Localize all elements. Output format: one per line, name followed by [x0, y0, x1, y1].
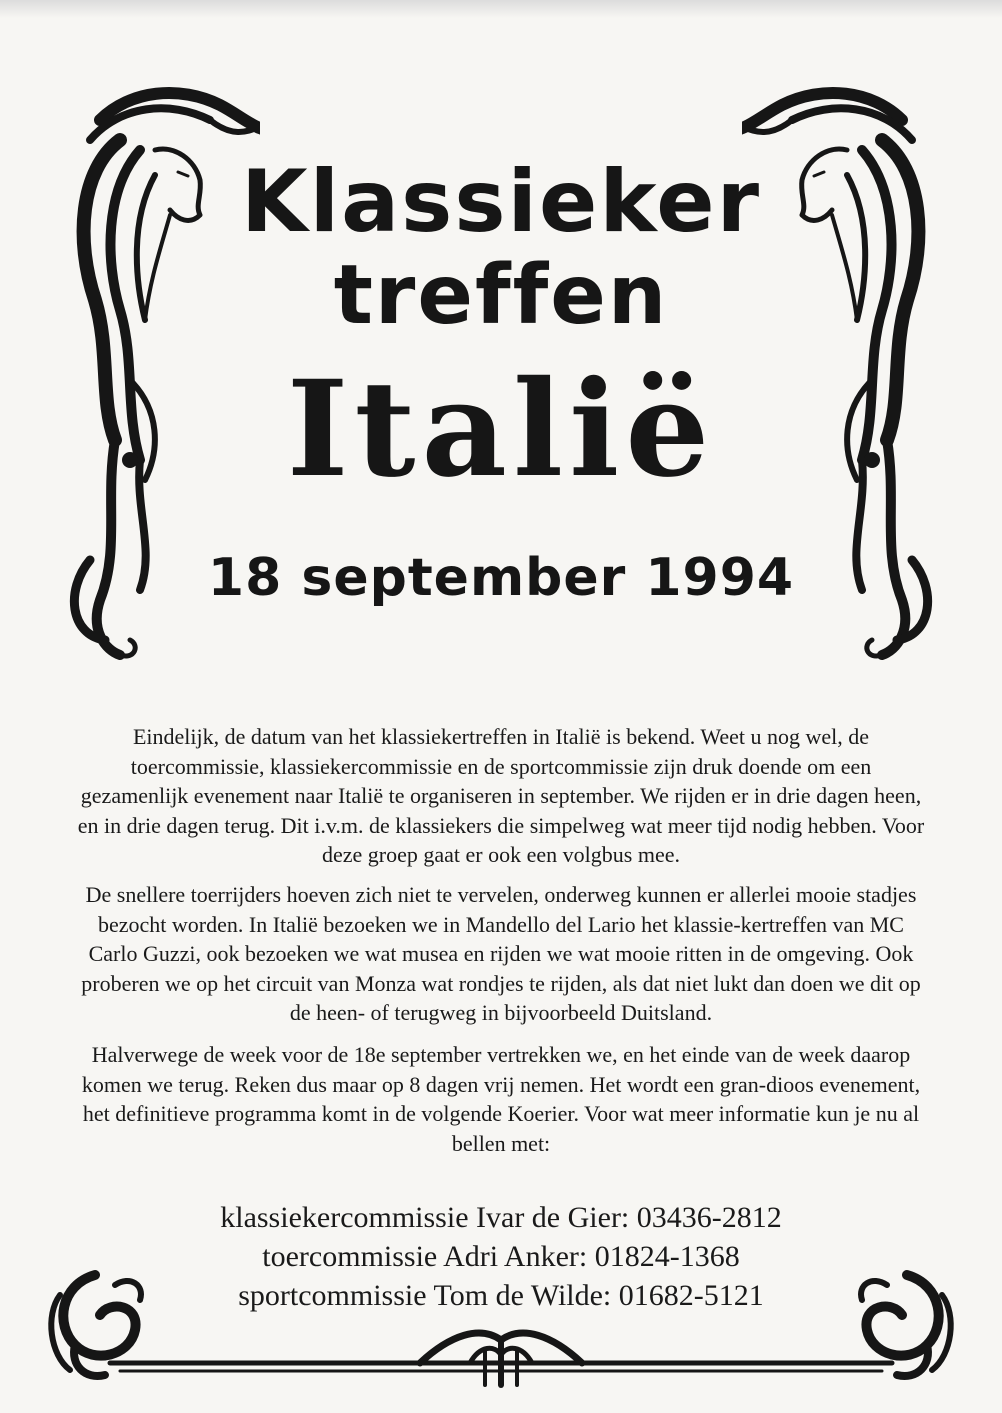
art-nouveau-border-icon — [40, 1245, 962, 1395]
title-line-1: Klassieker — [241, 152, 761, 252]
paragraph-3: Halverwege de week voor de 18e september vertrekken we, en het einde van de week daarop komen we terug. Reken dus maar op 8 dagen vrij nemen. Het wordt een gran-dioos evenement, het definitieve programma komt in de volgende Koerier. Voor wat meer informatie kun je nu al bellen met: — [81, 1042, 921, 1156]
paragraph-1: Eindelijk, de datum van het klassiekertreffen in Italië is bekend. Weet u nog wel, de toercommissie, klassiekercommissie en de sportcommissie zijn druk doende om een gezamenlijk evenement naar Italië te organiseren in september. We rijden er in drie dagen heen, en in drie dagen terug. Dit i.v.m. de klassiekers die simpelweg wat meer tijd nodig hebben. Voor deze groep gaat er ook een volgbus mee. — [77, 724, 925, 867]
contact-item: toercommissie Adri Anker: 01824-1368 — [262, 1240, 740, 1273]
paragraph-2: De snellere toerrijders hoeven zich niet te vervelen, onderweg kunnen er allerlei mooie stadjes bezocht worden. In Italië bezoeken we in Mandello del Lario het klassie-kertreffen van MC Carlo Guzzi, ook bezoeken we wat musea en rijden we wat mooie ritten in de omgeving. Ook proberen we op het circuit van Monza wat rondjes te rijden, als dat niet lukt dan doen we dit op de heen- of terugweg in bijvoorbeeld Duitsland. — [81, 882, 921, 1025]
contact-item: klassiekercommissie Ivar de Gier: 03436-2812 — [220, 1201, 782, 1234]
title-line-2: treffen — [333, 248, 669, 343]
contact-item: sportcommissie Tom de Wilde: 01682-5121 — [238, 1279, 764, 1312]
title-line-3: Italië — [286, 352, 716, 507]
event-date: 18 september 1994 — [207, 548, 795, 608]
